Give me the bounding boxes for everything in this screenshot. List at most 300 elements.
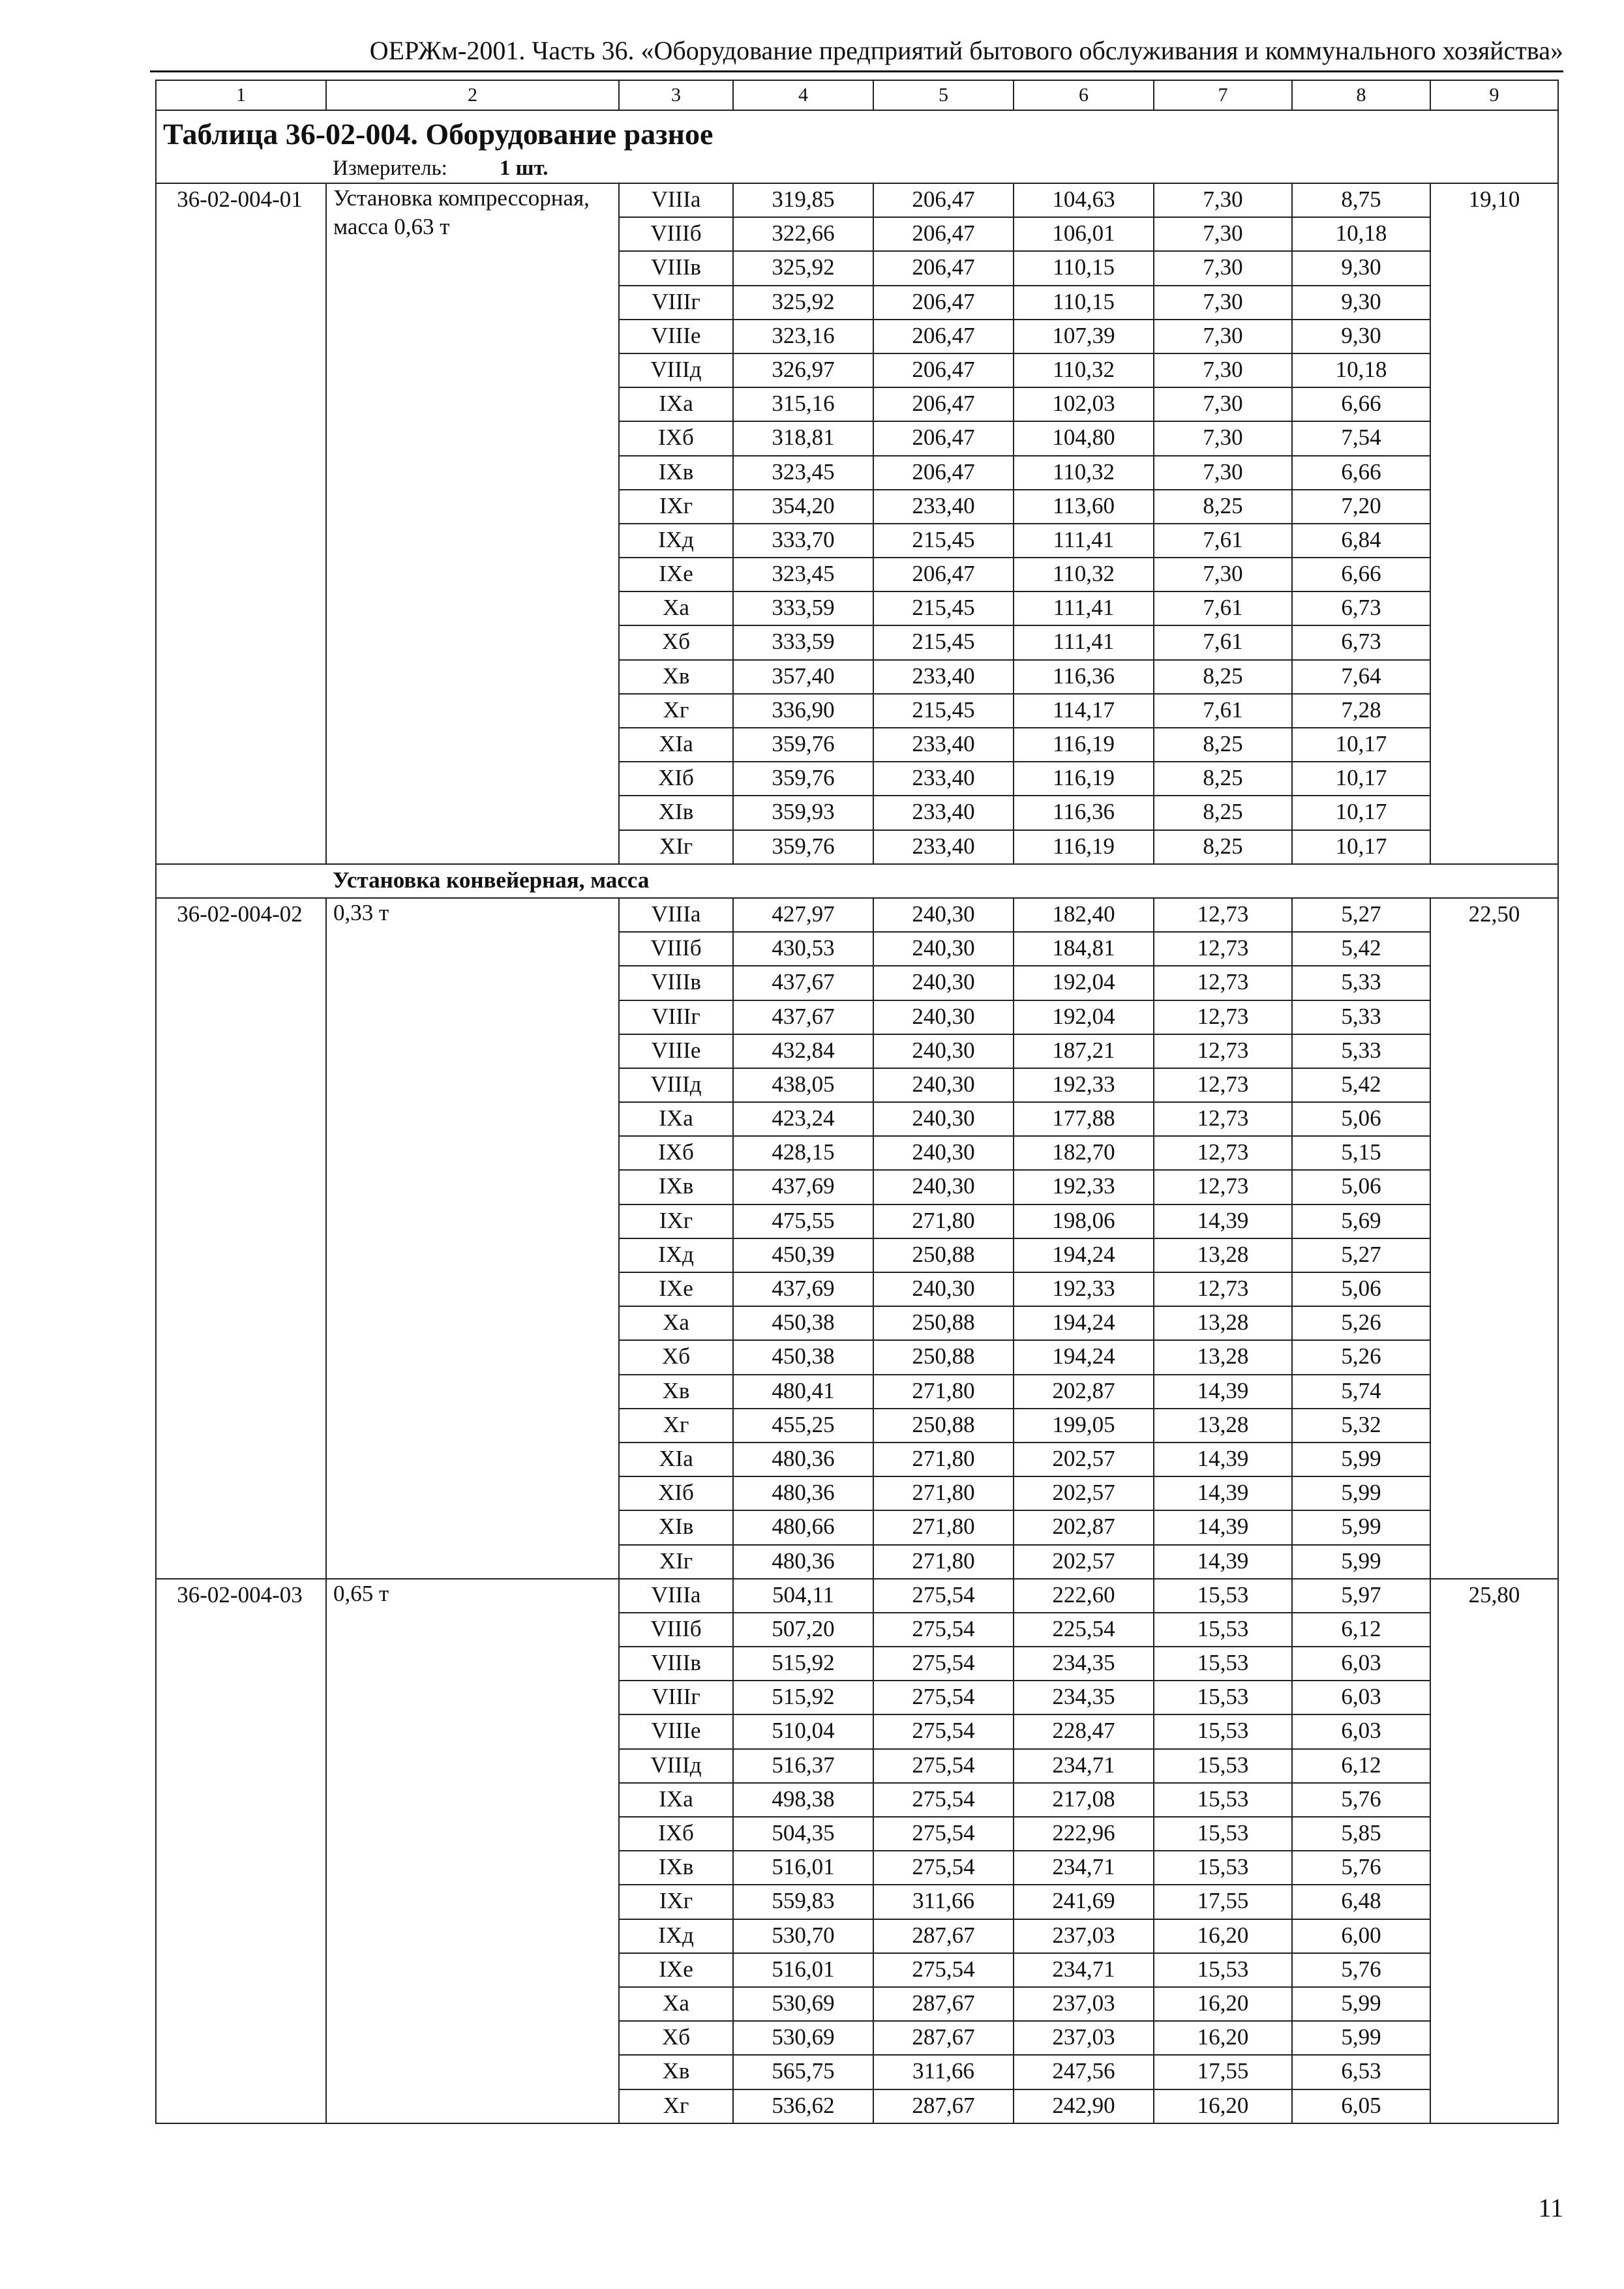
col-number: 2 [326, 80, 619, 110]
zone-cell: IXв [619, 456, 733, 490]
operators-cell: 12,73 [1154, 1000, 1292, 1034]
total-cell: 325,92 [733, 251, 873, 285]
materials-cell: 5,33 [1292, 1034, 1430, 1068]
machines-cell: 111,41 [1014, 524, 1154, 558]
labor-cell: 250,88 [873, 1306, 1014, 1340]
operators-cell: 13,28 [1154, 1340, 1292, 1374]
total-cell: 322,66 [733, 217, 873, 251]
operators-cell: 15,53 [1154, 1647, 1292, 1681]
total-cell: 475,55 [733, 1204, 873, 1238]
materials-cell: 7,20 [1292, 490, 1430, 524]
materials-cell: 6,12 [1292, 1613, 1430, 1647]
total-cell: 354,20 [733, 490, 873, 524]
materials-cell: 10,17 [1292, 830, 1430, 864]
materials-cell: 5,26 [1292, 1340, 1430, 1374]
materials-cell: 6,73 [1292, 625, 1430, 659]
total-cell: 455,25 [733, 1409, 873, 1443]
zone-cell: XIб [619, 762, 733, 796]
materials-cell: 9,30 [1292, 320, 1430, 353]
labor-cell: 206,47 [873, 251, 1014, 285]
materials-cell: 5,27 [1292, 1238, 1430, 1272]
unit-line [157, 154, 1557, 183]
materials-cell: 5,15 [1292, 1136, 1430, 1170]
labor-cell: 206,47 [873, 456, 1014, 490]
zone-cell: VIIIд [619, 1068, 733, 1102]
zone-cell: XIв [619, 796, 733, 830]
zone-cell: IXб [619, 421, 733, 455]
zone-cell: IXг [619, 1885, 733, 1919]
operators-cell: 12,73 [1154, 898, 1292, 932]
materials-cell: 5,76 [1292, 1953, 1430, 1987]
total-cell: 536,62 [733, 2089, 873, 2123]
operators-cell: 13,28 [1154, 1409, 1292, 1443]
labor-cell: 275,54 [873, 1953, 1014, 1987]
labor-cell: 215,45 [873, 625, 1014, 659]
operators-cell: 14,39 [1154, 1510, 1292, 1544]
machines-cell: 110,15 [1014, 286, 1154, 320]
table-caption [156, 110, 1558, 183]
machines-cell: 106,01 [1014, 217, 1154, 251]
machines-cell: 110,32 [1014, 456, 1154, 490]
materials-cell: 6,00 [1292, 1919, 1430, 1953]
materials-cell: 6,66 [1292, 387, 1430, 421]
total-cell: 437,67 [733, 1000, 873, 1034]
section-label: Установка конвейерная, масса [326, 864, 1558, 898]
machines-cell: 116,36 [1014, 660, 1154, 694]
item-name: 0,33 т [326, 898, 619, 1579]
labor-cell: 275,54 [873, 1613, 1014, 1647]
zone-cell: Xб [619, 625, 733, 659]
total-cell: 359,76 [733, 728, 873, 762]
total-cell: 359,76 [733, 762, 873, 796]
operators-cell: 14,39 [1154, 1476, 1292, 1510]
machines-cell: 187,21 [1014, 1034, 1154, 1068]
zone-cell: VIIIг [619, 286, 733, 320]
machines-cell: 237,03 [1014, 1919, 1154, 1953]
operators-cell: 17,55 [1154, 2055, 1292, 2089]
operators-cell: 15,53 [1154, 1817, 1292, 1851]
col-number: 3 [619, 80, 733, 110]
total-cell: 504,35 [733, 1817, 873, 1851]
zone-cell: IXе [619, 1953, 733, 1987]
total-cell: 430,53 [733, 932, 873, 966]
materials-cell: 5,97 [1292, 1579, 1430, 1613]
zone-cell: Xв [619, 1375, 733, 1409]
total-cell: 437,67 [733, 966, 873, 1000]
operators-cell: 7,30 [1154, 251, 1292, 285]
machines-cell: 202,87 [1014, 1510, 1154, 1544]
labor-cell: 206,47 [873, 353, 1014, 387]
zone-cell: IXб [619, 1817, 733, 1851]
operators-cell: 7,61 [1154, 694, 1292, 728]
total-cell: 530,69 [733, 2021, 873, 2055]
zone-cell: IXв [619, 1851, 733, 1885]
empty-cell [156, 864, 326, 898]
materials-cell: 5,99 [1292, 1443, 1430, 1476]
zone-cell: VIIIа [619, 898, 733, 932]
materials-cell: 6,03 [1292, 1681, 1430, 1714]
zone-cell: VIIIд [619, 1749, 733, 1783]
materials-cell: 5,69 [1292, 1204, 1430, 1238]
zone-cell: IXа [619, 1102, 733, 1136]
total-cell: 516,01 [733, 1851, 873, 1885]
materials-cell: 5,76 [1292, 1851, 1430, 1885]
labor-cell: 250,88 [873, 1409, 1014, 1443]
machines-cell: 222,96 [1014, 1817, 1154, 1851]
operators-cell: 15,53 [1154, 1851, 1292, 1885]
operators-cell: 7,30 [1154, 286, 1292, 320]
labor-cell: 233,40 [873, 490, 1014, 524]
total-cell: 359,93 [733, 796, 873, 830]
total-cell: 530,69 [733, 1987, 873, 2021]
operators-cell: 7,61 [1154, 591, 1292, 625]
labor-cell: 271,80 [873, 1510, 1014, 1544]
machines-cell: 192,04 [1014, 966, 1154, 1000]
zone-cell: VIIIб [619, 932, 733, 966]
total-cell: 437,69 [733, 1170, 873, 1204]
operators-cell: 12,73 [1154, 1102, 1292, 1136]
col-number: 5 [873, 80, 1014, 110]
zone-cell: Xа [619, 1987, 733, 2021]
machines-cell: 237,03 [1014, 2021, 1154, 2055]
operators-cell: 7,61 [1154, 524, 1292, 558]
machines-cell: 182,40 [1014, 898, 1154, 932]
total-cell: 336,90 [733, 694, 873, 728]
labor-cell: 271,80 [873, 1545, 1014, 1579]
total-cell: 516,37 [733, 1749, 873, 1783]
operators-cell: 16,20 [1154, 1987, 1292, 2021]
labor-cell: 233,40 [873, 660, 1014, 694]
labor-cell: 271,80 [873, 1476, 1014, 1510]
machines-cell: 199,05 [1014, 1409, 1154, 1443]
machines-cell: 194,24 [1014, 1340, 1154, 1374]
labor-cell: 233,40 [873, 796, 1014, 830]
total-cell: 480,36 [733, 1476, 873, 1510]
operators-cell: 7,30 [1154, 353, 1292, 387]
total-cell: 323,16 [733, 320, 873, 353]
zone-cell: Xг [619, 1409, 733, 1443]
page-number: 11 [1538, 2193, 1563, 2222]
labor-cell: 206,47 [873, 217, 1014, 251]
machines-cell: 202,57 [1014, 1443, 1154, 1476]
weight-cell: 25,80 [1430, 1579, 1558, 2123]
zone-cell: XIа [619, 728, 733, 762]
zone-cell: Xв [619, 660, 733, 694]
zone-cell: IXа [619, 1783, 733, 1817]
labor-cell: 275,54 [873, 1647, 1014, 1681]
zone-cell: XIг [619, 1545, 733, 1579]
materials-cell: 5,99 [1292, 2021, 1430, 2055]
zone-cell: IXб [619, 1136, 733, 1170]
total-cell: 504,11 [733, 1579, 873, 1613]
materials-cell: 6,48 [1292, 1885, 1430, 1919]
zone-cell: IXа [619, 387, 733, 421]
labor-cell: 215,45 [873, 694, 1014, 728]
materials-cell: 5,99 [1292, 1987, 1430, 2021]
operators-cell: 7,30 [1154, 558, 1292, 591]
unit-label: Измеритель: [333, 157, 447, 180]
zone-cell: VIIIа [619, 183, 733, 217]
labor-cell: 240,30 [873, 1272, 1014, 1306]
operators-cell: 12,73 [1154, 932, 1292, 966]
machines-cell: 234,71 [1014, 1749, 1154, 1783]
rate-code: 36-02-004-03 [156, 1579, 326, 2123]
total-cell: 516,01 [733, 1953, 873, 1987]
labor-cell: 233,40 [873, 762, 1014, 796]
running-header: ОЕРЖм-2001. Часть 36. «Оборудование предприятий бытового обслуживания и коммунального хозяйства» [369, 36, 1563, 65]
machines-cell: 228,47 [1014, 1714, 1154, 1748]
zone-cell: IXе [619, 558, 733, 591]
operators-cell: 14,39 [1154, 1545, 1292, 1579]
col-number: 4 [733, 80, 873, 110]
machines-cell: 202,57 [1014, 1545, 1154, 1579]
machines-cell: 194,24 [1014, 1306, 1154, 1340]
labor-cell: 250,88 [873, 1238, 1014, 1272]
labor-cell: 275,54 [873, 1851, 1014, 1885]
zone-cell: XIб [619, 1476, 733, 1510]
operators-cell: 14,39 [1154, 1375, 1292, 1409]
machines-cell: 104,63 [1014, 183, 1154, 217]
total-cell: 423,24 [733, 1102, 873, 1136]
machines-cell: 111,41 [1014, 625, 1154, 659]
labor-cell: 233,40 [873, 830, 1014, 864]
materials-cell: 10,18 [1292, 353, 1430, 387]
machines-cell: 116,19 [1014, 762, 1154, 796]
materials-cell: 5,32 [1292, 1409, 1430, 1443]
materials-cell: 5,99 [1292, 1476, 1430, 1510]
total-cell: 515,92 [733, 1647, 873, 1681]
total-cell: 437,69 [733, 1272, 873, 1306]
operators-cell: 8,25 [1154, 830, 1292, 864]
machines-cell: 192,33 [1014, 1272, 1154, 1306]
operators-cell: 16,20 [1154, 2089, 1292, 2123]
materials-cell: 6,03 [1292, 1714, 1430, 1748]
labor-cell: 275,54 [873, 1681, 1014, 1714]
operators-cell: 15,53 [1154, 1681, 1292, 1714]
zone-cell: IXв [619, 1170, 733, 1204]
rate-code: 36-02-004-01 [156, 183, 326, 864]
machines-cell: 111,41 [1014, 591, 1154, 625]
materials-cell: 10,17 [1292, 762, 1430, 796]
operators-cell: 14,39 [1154, 1443, 1292, 1476]
total-cell: 323,45 [733, 558, 873, 591]
col-number: 7 [1154, 80, 1292, 110]
machines-cell: 107,39 [1014, 320, 1154, 353]
labor-cell: 287,67 [873, 2089, 1014, 2123]
operators-cell: 17,55 [1154, 1885, 1292, 1919]
total-cell: 438,05 [733, 1068, 873, 1102]
machines-cell: 116,36 [1014, 796, 1154, 830]
labor-cell: 311,66 [873, 1885, 1014, 1919]
labor-cell: 206,47 [873, 183, 1014, 217]
materials-cell: 5,06 [1292, 1170, 1430, 1204]
zone-cell: VIIIг [619, 1681, 733, 1714]
materials-cell: 5,33 [1292, 966, 1430, 1000]
materials-cell: 5,26 [1292, 1306, 1430, 1340]
operators-cell: 8,25 [1154, 660, 1292, 694]
machines-cell: 202,87 [1014, 1375, 1154, 1409]
operators-cell: 7,61 [1154, 625, 1292, 659]
zone-cell: IXд [619, 1919, 733, 1953]
labor-cell: 233,40 [873, 728, 1014, 762]
operators-cell: 7,30 [1154, 421, 1292, 455]
labor-cell: 206,47 [873, 387, 1014, 421]
operators-cell: 7,30 [1154, 387, 1292, 421]
section-label-row [156, 864, 1558, 898]
materials-cell: 5,42 [1292, 1068, 1430, 1102]
table-title: Таблица 36-02-004. Оборудование разное [163, 117, 714, 151]
unit-value: 1 шт. [499, 157, 549, 180]
labor-cell: 215,45 [873, 591, 1014, 625]
total-cell: 530,70 [733, 1919, 873, 1953]
labor-cell: 240,30 [873, 1170, 1014, 1204]
total-cell: 357,40 [733, 660, 873, 694]
machines-cell: 217,08 [1014, 1783, 1154, 1817]
operators-cell: 12,73 [1154, 1034, 1292, 1068]
total-cell: 428,15 [733, 1136, 873, 1170]
labor-cell: 275,54 [873, 1783, 1014, 1817]
machines-cell: 116,19 [1014, 728, 1154, 762]
zone-cell: Xа [619, 1306, 733, 1340]
labor-cell: 240,30 [873, 932, 1014, 966]
column-number-row [156, 80, 1558, 110]
machines-cell: 225,54 [1014, 1613, 1154, 1647]
zone-cell: VIIIг [619, 1000, 733, 1034]
materials-cell: 5,74 [1292, 1375, 1430, 1409]
machines-cell: 110,32 [1014, 353, 1154, 387]
materials-cell: 5,06 [1292, 1102, 1430, 1136]
total-cell: 480,66 [733, 1510, 873, 1544]
machines-cell: 234,71 [1014, 1953, 1154, 1987]
machines-cell: 102,03 [1014, 387, 1154, 421]
labor-cell: 206,47 [873, 558, 1014, 591]
zone-cell: Xг [619, 2089, 733, 2123]
zone-cell: IXд [619, 524, 733, 558]
total-cell: 480,36 [733, 1545, 873, 1579]
operators-cell: 12,73 [1154, 1136, 1292, 1170]
zone-cell: Xб [619, 1340, 733, 1374]
labor-cell: 275,54 [873, 1579, 1014, 1613]
total-cell: 507,20 [733, 1613, 873, 1647]
machines-cell: 184,81 [1014, 932, 1154, 966]
materials-cell: 6,03 [1292, 1647, 1430, 1681]
zone-cell: VIIIв [619, 1647, 733, 1681]
machines-cell: 237,03 [1014, 1987, 1154, 2021]
total-cell: 318,81 [733, 421, 873, 455]
total-cell: 427,97 [733, 898, 873, 932]
labor-cell: 275,54 [873, 1714, 1014, 1748]
operators-cell: 15,53 [1154, 1579, 1292, 1613]
materials-cell: 10,17 [1292, 796, 1430, 830]
operators-cell: 13,28 [1154, 1306, 1292, 1340]
materials-cell: 5,27 [1292, 898, 1430, 932]
rates-table [155, 80, 1559, 2124]
machines-cell: 247,56 [1014, 2055, 1154, 2089]
labor-cell: 240,30 [873, 1136, 1014, 1170]
table-body [156, 80, 1558, 2123]
operators-cell: 15,53 [1154, 1749, 1292, 1783]
operators-cell: 14,39 [1154, 1204, 1292, 1238]
labor-cell: 271,80 [873, 1204, 1014, 1238]
zone-cell: IXд [619, 1238, 733, 1272]
col-number: 6 [1014, 80, 1154, 110]
labor-cell: 275,54 [873, 1749, 1014, 1783]
total-cell: 559,83 [733, 1885, 873, 1919]
materials-cell: 6,05 [1292, 2089, 1430, 2123]
total-cell: 498,38 [733, 1783, 873, 1817]
item-name: Установка компрессорная, масса 0,63 т [326, 183, 619, 864]
materials-cell: 5,33 [1292, 1000, 1430, 1034]
operators-cell: 16,20 [1154, 1919, 1292, 1953]
labor-cell: 240,30 [873, 898, 1014, 932]
labor-cell: 215,45 [873, 524, 1014, 558]
operators-cell: 7,30 [1154, 217, 1292, 251]
materials-cell: 5,42 [1292, 932, 1430, 966]
total-cell: 325,92 [733, 286, 873, 320]
zone-cell: XIг [619, 830, 733, 864]
zone-cell: Xг [619, 694, 733, 728]
materials-cell: 6,12 [1292, 1749, 1430, 1783]
machines-cell: 234,35 [1014, 1681, 1154, 1714]
machines-cell: 113,60 [1014, 490, 1154, 524]
operators-cell: 8,25 [1154, 490, 1292, 524]
col-number: 9 [1430, 80, 1558, 110]
machines-cell: 222,60 [1014, 1579, 1154, 1613]
operators-cell: 8,25 [1154, 728, 1292, 762]
total-cell: 333,59 [733, 625, 873, 659]
machines-cell: 242,90 [1014, 2089, 1154, 2123]
zone-cell: VIIIе [619, 1034, 733, 1068]
table-row [156, 898, 1558, 932]
zone-cell: Xв [619, 2055, 733, 2089]
machines-cell: 192,04 [1014, 1000, 1154, 1034]
labor-cell: 240,30 [873, 1102, 1014, 1136]
materials-cell: 5,99 [1292, 1510, 1430, 1544]
total-cell: 333,70 [733, 524, 873, 558]
machines-cell: 114,17 [1014, 694, 1154, 728]
operators-cell: 15,53 [1154, 1953, 1292, 1987]
total-cell: 333,59 [733, 591, 873, 625]
total-cell: 510,04 [733, 1714, 873, 1748]
labor-cell: 271,80 [873, 1375, 1014, 1409]
zone-cell: IXг [619, 490, 733, 524]
operators-cell: 16,20 [1154, 2021, 1292, 2055]
materials-cell: 9,30 [1292, 251, 1430, 285]
labor-cell: 287,67 [873, 2021, 1014, 2055]
materials-cell: 10,17 [1292, 728, 1430, 762]
item-name: 0,65 т [326, 1579, 619, 2123]
machines-cell: 110,32 [1014, 558, 1154, 591]
materials-cell: 10,18 [1292, 217, 1430, 251]
labor-cell: 240,30 [873, 1034, 1014, 1068]
total-cell: 565,75 [733, 2055, 873, 2089]
operators-cell: 7,30 [1154, 320, 1292, 353]
labor-cell: 287,67 [873, 1987, 1014, 2021]
total-cell: 359,76 [733, 830, 873, 864]
machines-cell: 202,57 [1014, 1476, 1154, 1510]
materials-cell: 9,30 [1292, 286, 1430, 320]
total-cell: 515,92 [733, 1681, 873, 1714]
zone-cell: VIIIв [619, 966, 733, 1000]
total-cell: 432,84 [733, 1034, 873, 1068]
labor-cell: 206,47 [873, 421, 1014, 455]
weight-cell: 22,50 [1430, 898, 1558, 1579]
total-cell: 319,85 [733, 183, 873, 217]
labor-cell: 206,47 [873, 286, 1014, 320]
total-cell: 480,41 [733, 1375, 873, 1409]
operators-cell: 8,25 [1154, 796, 1292, 830]
total-cell: 326,97 [733, 353, 873, 387]
